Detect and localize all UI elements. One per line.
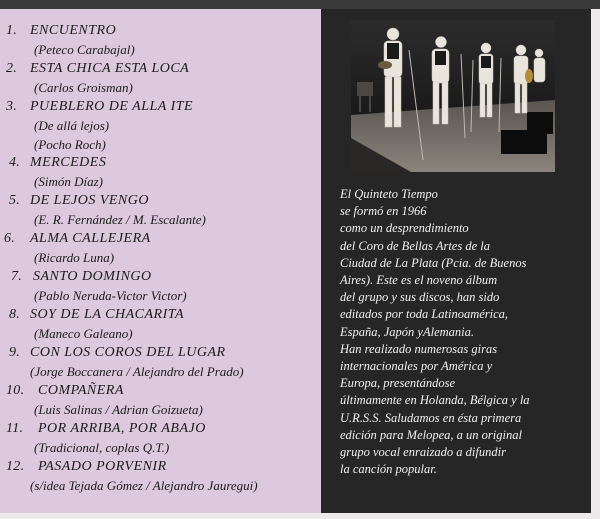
bio-line: editados por toda Latinoamérica, xyxy=(340,307,509,322)
right-margin xyxy=(591,9,600,519)
track-credit: (Simón Díaz) xyxy=(34,174,103,189)
track-number: 2. xyxy=(6,61,18,76)
track-number: 3. xyxy=(6,99,18,114)
track-3 xyxy=(0,99,322,155)
track-number: 7. xyxy=(11,269,23,284)
band-biography xyxy=(340,186,588,478)
track-8 xyxy=(0,307,322,345)
track-title: PUEBLERO DE ALLA ITE xyxy=(30,99,194,114)
track-subtitle: (De allá lejos) xyxy=(34,118,110,133)
track-number: 10. xyxy=(6,383,25,398)
track-credit: (Jorge Boccanera / Alejandro del Prado) xyxy=(30,364,244,379)
track-title: MERCEDES xyxy=(30,155,107,170)
track-11 xyxy=(0,421,322,459)
track-title: DE LEJOS VENGO xyxy=(30,193,149,208)
track-number: 11. xyxy=(6,421,24,436)
track-credit: (Pocho Roch) xyxy=(34,137,106,152)
track-4 xyxy=(0,155,322,193)
track-title: ENCUENTRO xyxy=(30,23,117,38)
bio-line: del grupo y sus discos, han sido xyxy=(340,290,500,305)
top-border xyxy=(0,0,600,9)
track-12 xyxy=(0,459,322,497)
track-title: ALMA CALLEJERA xyxy=(30,231,151,246)
track-1 xyxy=(0,23,322,61)
track-9 xyxy=(0,345,322,383)
track-title: POR ARRIBA, POR ABAJO xyxy=(38,421,206,436)
track-number: 4. xyxy=(9,155,21,170)
bio-line: edición para Melopea, a un original xyxy=(340,427,522,442)
track-title: CON LOS COROS DEL LUGAR xyxy=(30,345,226,360)
bio-line: El Quinteto Tiempo xyxy=(340,187,438,201)
bio-line: del Coro de Bellas Artes de la xyxy=(340,238,490,253)
track-number: 1. xyxy=(6,23,18,38)
track-title: SANTO DOMINGO xyxy=(33,269,152,284)
bio-line: Europa, presentándose xyxy=(340,376,456,391)
bio-line: U.R.S.S. Saludamos en ésta primera xyxy=(340,410,522,425)
track-number: 5. xyxy=(9,193,21,208)
bio-line: se formó en 1966 xyxy=(340,204,427,219)
band-photo xyxy=(351,20,555,172)
bio-line: la canción popular. xyxy=(340,462,437,477)
bio-line: Han realizado numerosas giras xyxy=(340,341,498,356)
bio-line: España, Japón yAlemania. xyxy=(340,324,475,339)
track-credit: (Carlos Groisman) xyxy=(34,80,133,95)
track-number: 8. xyxy=(9,307,21,322)
track-7 xyxy=(0,269,322,307)
track-credit: (Maneco Galeano) xyxy=(34,326,133,341)
track-title: ESTA CHICA ESTA LOCA xyxy=(30,61,190,76)
track-credit: (Peteco Carabajal) xyxy=(34,42,135,57)
track-5 xyxy=(0,193,322,231)
tracklist-panel xyxy=(0,9,322,513)
track-6 xyxy=(0,231,322,269)
bottom-margin xyxy=(0,513,600,519)
bio-line: últimamente en Holanda, Bélgica y la xyxy=(340,393,530,408)
track-credit: (s/idea Tejada Gómez / Alejandro Jauregui) xyxy=(30,478,258,493)
track-credit: (E. R. Fernández / M. Escalante) xyxy=(34,212,206,227)
track-credit: (Ricardo Luna) xyxy=(34,250,115,265)
track-title: COMPAÑERA xyxy=(38,383,124,398)
track-credit: (Luis Salinas / Adrian Goizueta) xyxy=(34,402,203,417)
bio-line: internacionales por América y xyxy=(340,359,493,374)
track-2 xyxy=(0,61,322,99)
track-credit: (Pablo Neruda-Victor Victor) xyxy=(34,288,187,303)
bio-line: grupo vocal enraizado a difundir xyxy=(340,445,506,460)
track-credit: (Tradicional, coplas Q.T.) xyxy=(34,440,170,455)
track-title: PASADO PORVENIR xyxy=(38,459,167,474)
track-10 xyxy=(0,383,322,421)
track-title: SOY DE LA CHACARITA xyxy=(30,307,185,322)
bio-line: Ciudad de La Plata (Pcia. de Buenos xyxy=(340,255,527,270)
track-number: 9. xyxy=(9,345,21,360)
track-number: 6. xyxy=(4,231,16,246)
track-number: 12. xyxy=(6,459,25,474)
band-photo-image xyxy=(351,20,555,172)
bio-line: como un desprendimiento xyxy=(340,221,469,236)
bio-line: Aires). Este es el noveno álbum xyxy=(340,273,498,288)
